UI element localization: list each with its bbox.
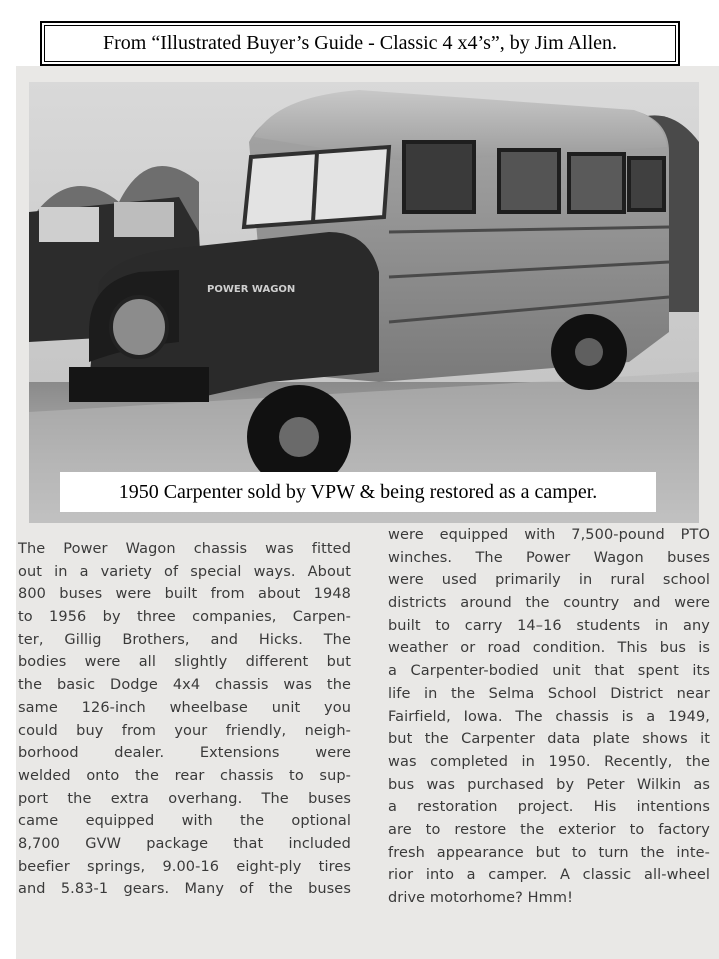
article-line: districts around the country and were xyxy=(388,595,710,612)
article-line: drive motorhome? Hmm! xyxy=(388,890,574,906)
article-line: fresh appearance but to turn the inte- xyxy=(388,844,710,861)
article-line: beefier springs, 9.00-16 eight-ply tires xyxy=(18,858,351,875)
bus-window xyxy=(404,142,474,212)
article-line: bodies were all slightly different but xyxy=(18,654,351,671)
article-line: built to carry 14–16 students in any xyxy=(388,617,710,634)
article-line: life in the Selma School District near xyxy=(388,685,710,702)
article-line: rior into a camper. A classic all-wheel xyxy=(388,867,710,884)
article-line: was completed in 1950. Recently, the xyxy=(388,753,710,770)
article-line: the basic Dodge 4x4 chassis was the xyxy=(18,677,351,694)
article-line: were used primarily in rural school xyxy=(388,572,710,589)
article-line: a Carpenter-bodied unit that spent its xyxy=(388,663,710,680)
article-line: bus was purchased by Peter Wilkin as xyxy=(388,776,710,793)
hood-lettering: POWER WAGON xyxy=(207,284,296,295)
article-line: The Power Wagon chassis was fitted xyxy=(18,541,351,557)
article-line: borhood dealer. Extensions were xyxy=(18,745,351,762)
article-line: are to restore the exterior to factory xyxy=(388,821,710,838)
bus-window xyxy=(629,158,664,210)
source-citation-box xyxy=(40,21,680,66)
article-line: 8,700 GVW package that included xyxy=(18,835,351,852)
source-citation: From “Illustrated Buyer’s Guide - Classic 4 x4’s”, by Jim Allen. xyxy=(44,25,676,62)
bus-headlight xyxy=(111,297,167,357)
article-line: port the extra overhang. The buses xyxy=(18,790,351,807)
article-line: 800 buses were built from about 1948 xyxy=(18,586,351,603)
bus-photo xyxy=(29,82,699,523)
article-line: out in a variety of special ways. About xyxy=(18,563,351,580)
article-line: ter, Gillig Brothers, and Hicks. The xyxy=(18,631,351,648)
article-line: to 1956 by three companies, Carpen- xyxy=(18,609,351,626)
article-column-left xyxy=(18,538,351,901)
article-line: could buy from your friendly, neigh- xyxy=(18,722,351,739)
bus-bumper xyxy=(69,367,209,402)
article-line: Fairfield, Iowa. The chassis is a 1949, xyxy=(388,708,710,725)
article-line: were equipped with 7,500-pound PTO xyxy=(388,527,710,543)
article-line: but the Carpenter data plate shows it xyxy=(388,731,710,748)
article-line: weather or road condition. This bus is xyxy=(388,640,710,657)
article-line: came equipped with the optional xyxy=(18,813,351,830)
bus-window xyxy=(569,154,624,212)
photo-caption: 1950 Carpenter sold by VPW & being restored as a camper. xyxy=(60,472,656,512)
article-line: and 5.83-1 gears. Many of the buses xyxy=(18,881,351,898)
article-column-right xyxy=(388,524,710,910)
article-line: welded onto the rear chassis to sup- xyxy=(18,767,351,784)
article-line: a restoration project. His intentions xyxy=(388,799,710,816)
article-line: winches. The Power Wagon buses xyxy=(388,549,710,566)
article-line: same 126-inch wheelbase unit you xyxy=(18,699,351,716)
bus-window xyxy=(499,150,559,212)
